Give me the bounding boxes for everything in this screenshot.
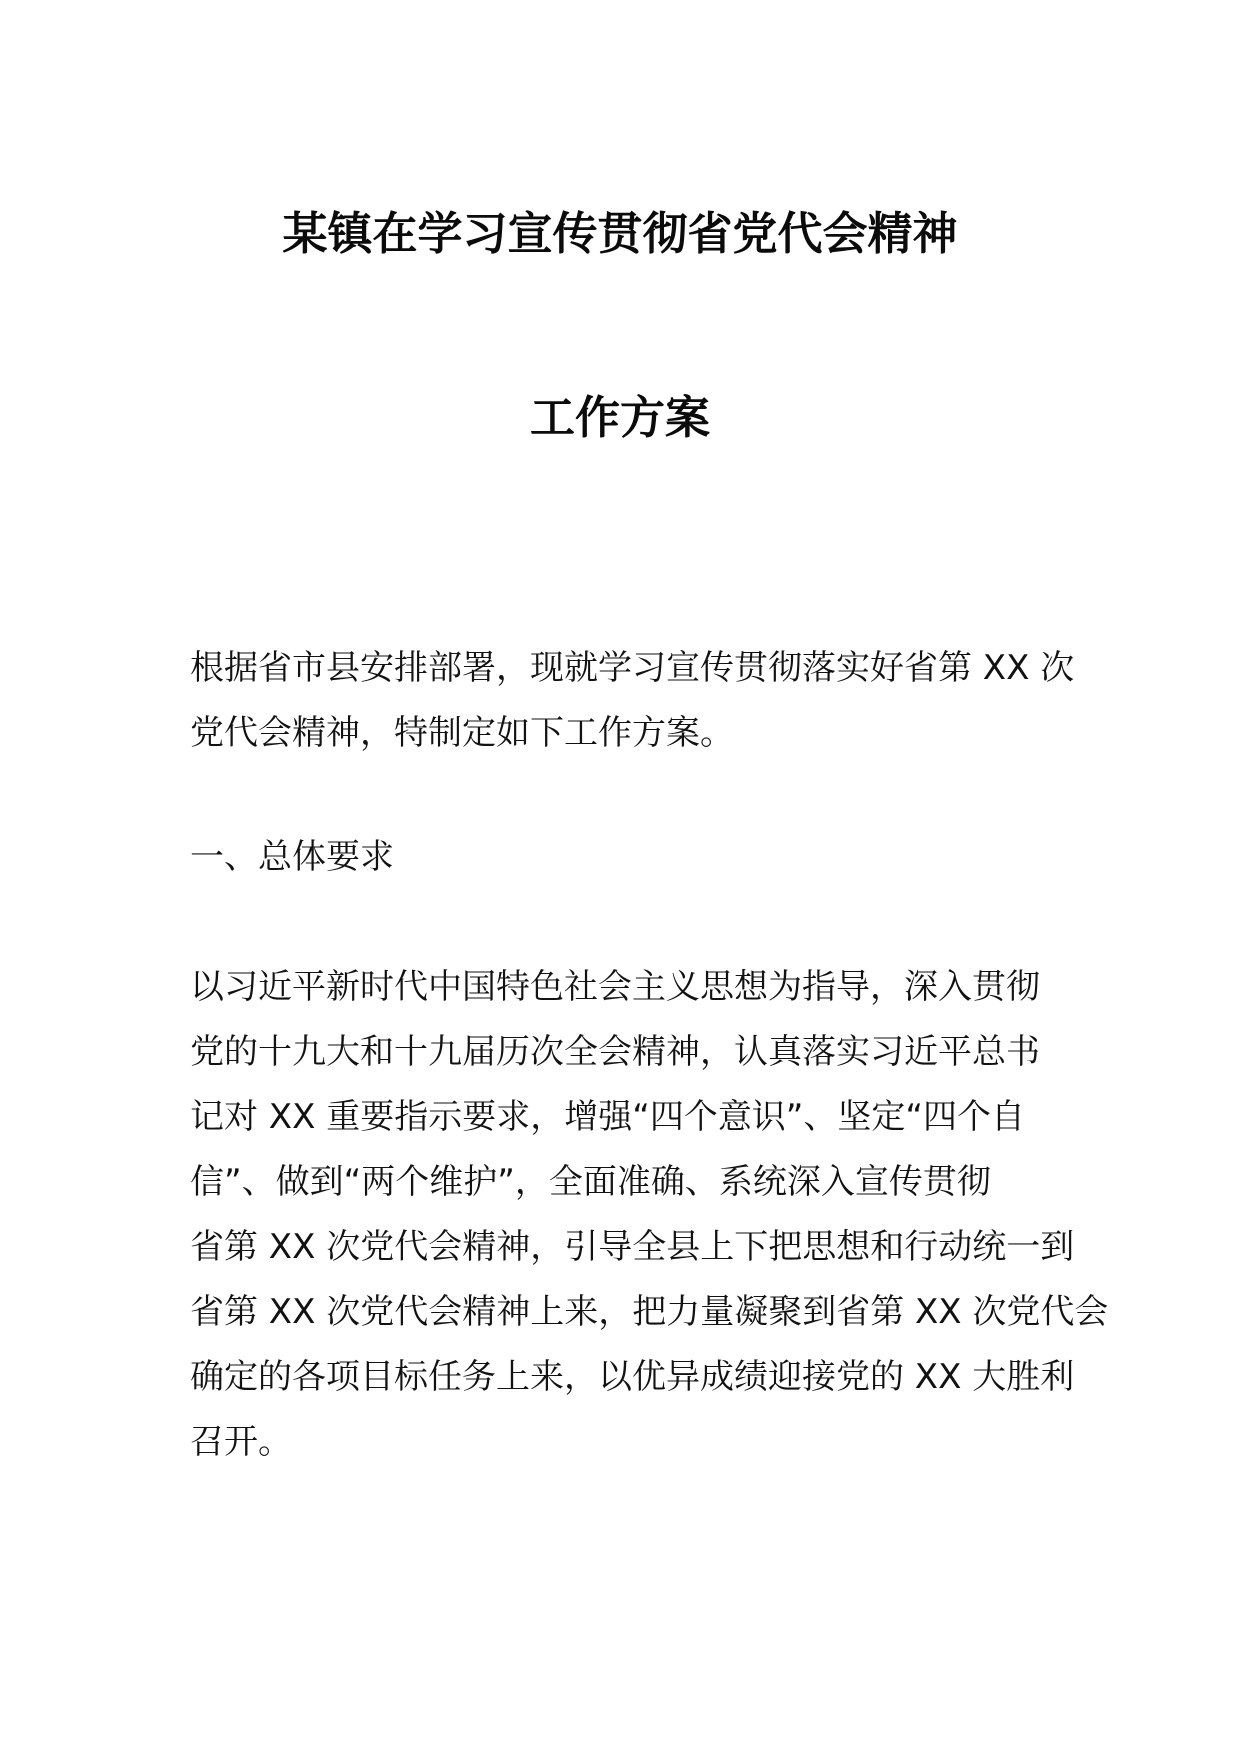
- document-title-line-2: 工作方案: [529, 391, 710, 444]
- section-heading: [190, 825, 1060, 890]
- requirements-line: 召开。: [190, 1422, 292, 1462]
- requirements-line: 以习近平新时代中国特色社会主义思想为指导，深入贯彻: [190, 967, 1040, 1007]
- document-title-line-1: 某镇在学习宣传贯彻省党代会精神: [282, 207, 958, 260]
- section-heading-text: 一、总体要求: [190, 837, 394, 877]
- requirements-line: 省第 XX 次党代会精神，引导全县上下把思想和行动统一到: [190, 1227, 1075, 1267]
- intro-line: 根据省市县安排部署，现就学习宣传贯彻落实好省第 XX 次: [190, 648, 1075, 688]
- requirements-line: 信”、做到“两个维护”，全面准确、系统深入宣传贯彻: [190, 1162, 991, 1202]
- requirements-line: 省第 XX 次党代会精神上来，把力量凝聚到省第 XX 次党代会: [190, 1292, 1109, 1332]
- intro-paragraph: [190, 636, 1075, 766]
- requirements-paragraph: [190, 955, 1109, 1475]
- intro-line: 党代会精神，特制定如下工作方案。: [190, 713, 734, 753]
- requirements-line: 确定的各项目标任务上来，以优异成绩迎接党的 XX 大胜利: [190, 1357, 1075, 1397]
- requirements-line: 党的十九大和十九届历次全会精神，认真落实习近平总书: [190, 1032, 1040, 1072]
- requirements-line: 记对 XX 重要指示要求，增强“四个意识”、坚定“四个自: [190, 1097, 1026, 1137]
